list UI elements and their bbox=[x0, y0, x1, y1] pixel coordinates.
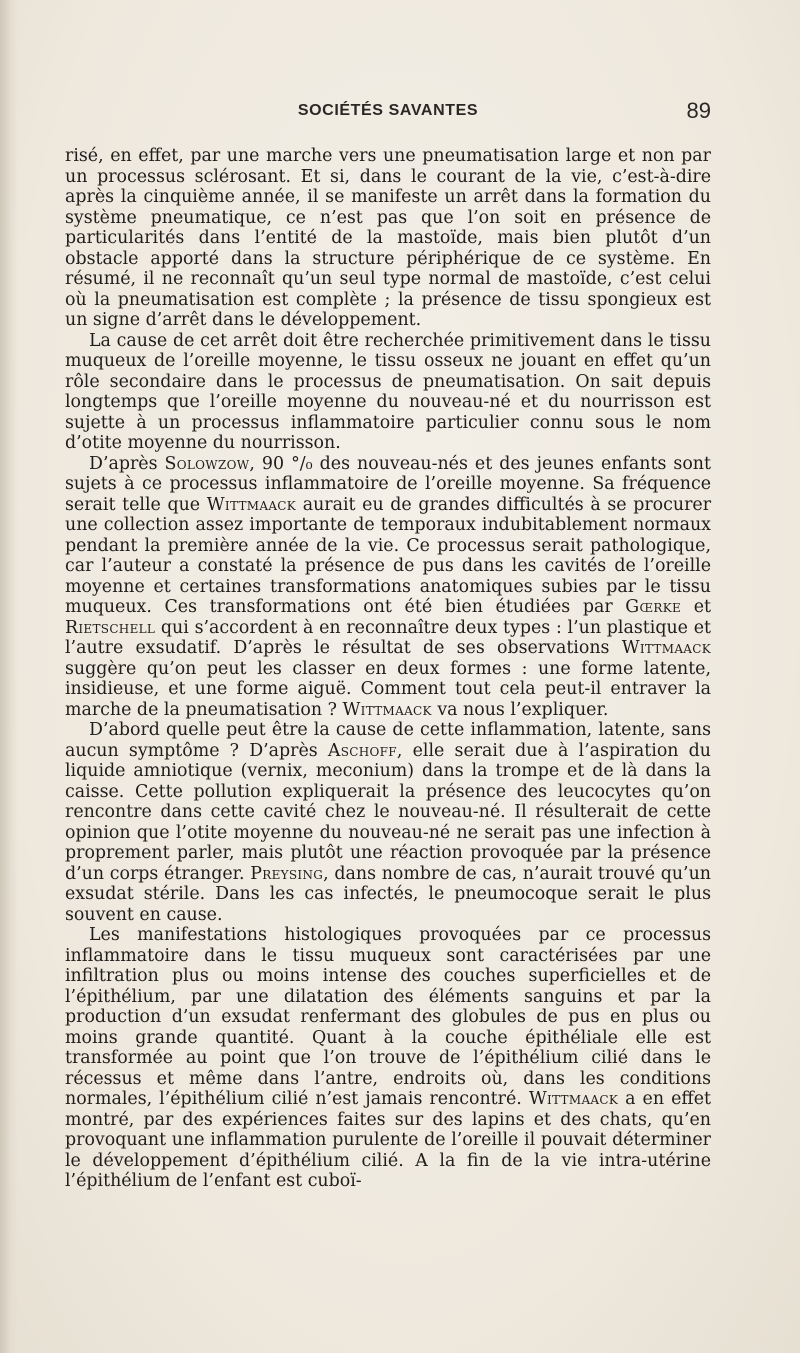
paragraph bbox=[65, 331, 711, 454]
text-segment: suggère qu’on peut les classer en deux formes : une forme latente, insidieuse, et une forme aiguë. Comment tout cela peut-il entraver la marche de la pneumatisation ? bbox=[65, 658, 711, 720]
page-number: 89 bbox=[686, 98, 711, 123]
page-header bbox=[65, 98, 711, 128]
author-name: Gœrke bbox=[625, 597, 682, 617]
text-segment: D’après bbox=[89, 453, 165, 474]
text-segment: La cause de cet arrêt doit être recherchée primitivement dans le tissu muqueux de l’oreille moyenne, le tissu osseux ne jouant en effet qu’un rôle secondaire dans le processus de pneumatisation. On sait depuis longtemps que l’oreille moyenne du nouveau-né et du nourrisson est sujette à un processus inflammatoire particulier connu sous le nom d’otite moyenne du nourrisson. bbox=[65, 330, 711, 453]
author-name: Wittmaack bbox=[342, 699, 432, 720]
paragraph bbox=[65, 720, 711, 925]
text-segment: et bbox=[681, 597, 711, 617]
text-segment: , dans nombre de cas, n’aurait trouvé qu’un exsudat stérile. Dans les cas infectés, le pneumocoque serait le plus souvent en cause. bbox=[65, 863, 711, 925]
text-segment: a en effet montré, par des expériences faites sur des lapins et des chats, qu’en provoquant une inflammation purulente de l’oreille il pouvait déterminer le développement d’épithélium cilié. A la fin de la vie intra-utérine l’épithélium de l’enfant est cuboï- bbox=[65, 1089, 712, 1191]
text-segment: Les manifestations histologiques provoquées par ce processus inflammatoire dans le tissu muqueux sont caractérisées par une infiltration plus ou moins intense des couches superficielles et de l’épithélium, par une dilatation des éléments sanguins et par la production d’un exsudat renfermant des globules de pus en plus ou moins grande quantité. Quant à la couche épithéliale elle est transformée au point que l’on trouve de l’épithélium cilié dans le récessus et même dans l’antre, endroits où, dans les conditions normales, l’épithélium cilié n’est jamais rencontré. bbox=[65, 925, 711, 1109]
author-name: Preysing bbox=[250, 863, 324, 884]
author-name: Rietschell bbox=[65, 617, 156, 638]
author-name: Solowzow bbox=[164, 453, 250, 474]
body-text bbox=[65, 146, 711, 1192]
author-name: Aschoff bbox=[327, 740, 397, 761]
text-segment: , elle serait due à l’aspiration du liquide amniotique (vernix, meconium) dans la trompe et de là dans la caisse. Cette pollution expliquerait la présence des leucocytes qu’on rencontre dans cette cavité chez le nouveau-né. Il résulterait de cette opinion que l’otite moyenne du nouveau-né ne serait pas une infection à proprement parler, mais plutôt une réaction provoquée par la présence d’un corps étranger. bbox=[65, 740, 712, 884]
text-segment: risé, en effet, par une marche vers une pneumatisation large et non par un processus sclérosant. Et si, dans le courant de la vie, c’est-à-dire après la cinquième année, il se manifeste un arrêt dans la formation du système pneumatique, ce n’est pas que l’on soit en présence de particularités dans l’entité de la mastoïde, mais bien plutôt d’un obstacle apporté dans la structure périphérique de ce système. En résumé, il ne reconnaît qu’un seul type normal de mastoïde, c’est celui où la pneumatisation est complète ; la présence de tissu spongieux est un signe d’arrêt dans le développement. bbox=[65, 146, 711, 330]
text-segment: , 90 °/₀ des nouveau-nés et des jeunes enfants sont sujets à ce processus inflammatoire de l’oreille moyenne. Sa fréquence serait telle que bbox=[65, 453, 711, 515]
paragraph bbox=[65, 146, 711, 331]
author-name: Wittmaack bbox=[621, 638, 711, 658]
text-segment: qui s’accordent à en reconnaître deux types : l’un plastique et l’autre exsudatif. D’après le résultat de ses observations bbox=[65, 617, 711, 658]
text-segment: aurait eu de grandes difficultés à se procurer une collection assez importante de temporaux indubitablement normaux pendant la première année de la vie. Ce processus serait pathologique, car l’auteur a constaté la présence de pus dans les cavités de l’oreille moyenne et certaines transformations anatomiques subies par le tissu muqueux. Ces transformations ont été bien étudiées par bbox=[65, 494, 712, 617]
paragraph bbox=[65, 454, 711, 721]
running-head: SOCIÉTÉS SAVANTES bbox=[297, 102, 479, 119]
text-segment: D’abord quelle peut être la cause de cette inflammation, latente, sans aucun symptôme ? D’après bbox=[65, 720, 711, 761]
page-binding-edge bbox=[0, 0, 18, 1353]
text-segment: va nous l’expliquer. bbox=[431, 699, 609, 720]
author-name: Wittmaack bbox=[528, 1089, 619, 1109]
paragraph bbox=[65, 925, 711, 1192]
author-name: Wittmaack bbox=[206, 494, 297, 515]
